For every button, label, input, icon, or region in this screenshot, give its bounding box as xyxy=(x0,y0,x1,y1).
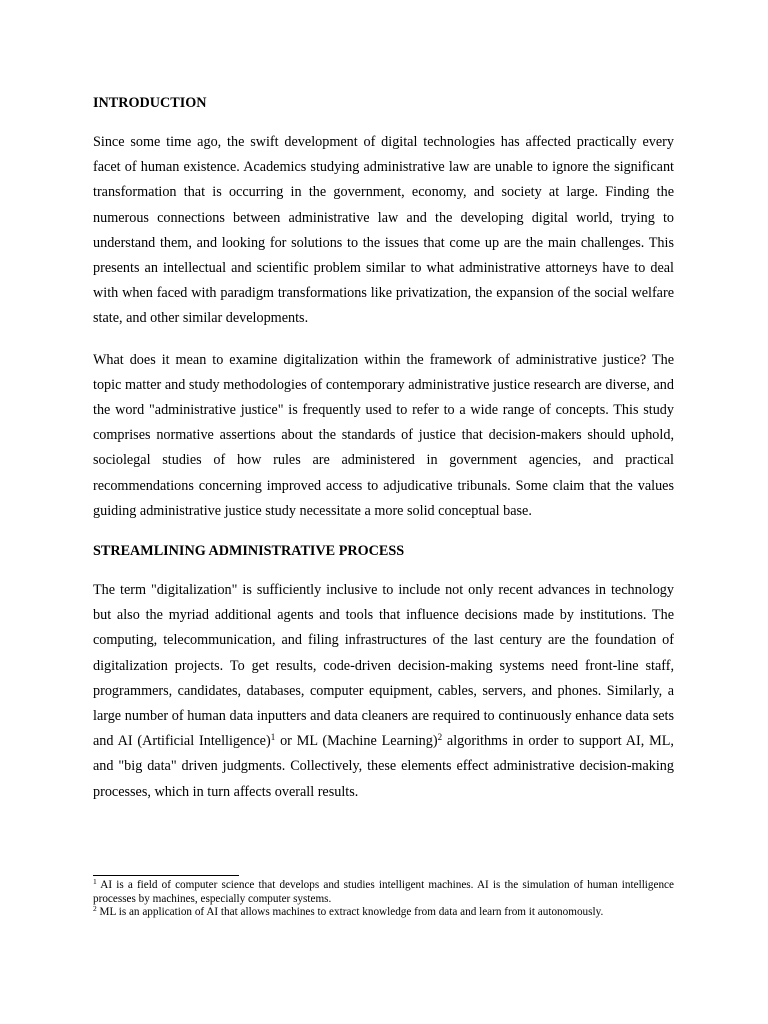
streamlining-text-part-1: The term "digitalization" is sufficiently inclusive to include not only recent advances in technology but also the myriad additional agents and tools that influence decisions made by institutions. The computing, telecommunication, and filing infrastructures of the last century are the foundation of digitalization projects. To get results, code-driven decision-making systems need front-line staff, programmers, candidates, databases, computer equipment, cables, servers, and phones. Similarly, a large number of human data inputters and data cleaners are required to continuously enhance data sets and AI (Artificial Intelligence) xyxy=(93,582,674,750)
footnote-2 xyxy=(93,906,674,920)
footnote-2-text: ML is an application of AI that allows machines to extract knowledge from data and learn from it autonomously. xyxy=(96,906,604,919)
document-body xyxy=(93,92,674,805)
footnote-reference-2[interactable]: 2 xyxy=(437,732,443,743)
section-heading-streamlining: STREAMLINING ADMINISTRATIVE PROCESS xyxy=(93,543,405,560)
footnote-2-number: 2 xyxy=(93,904,97,914)
introduction-paragraph-2: What does it mean to examine digitalization within the framework of administrative justice? The topic matter and study methodologies of contemporary administrative justice research are diverse, and the word "administrative justice" is frequently used to refer to a wide range of concepts. This study comprises normative assertions about the standards of justice that decision-makers should uphold, sociolegal studies of how rules are administered in government agencies, and practical recommendations concerning improved access to adjudicative tribunals. Some claim that the values guiding administrative justice study necessitate a more solid conceptual base. xyxy=(93,351,674,519)
streamlining-text-part-2: or ML (Machine Learning) xyxy=(275,733,438,750)
footnotes xyxy=(93,879,674,920)
footnote-1-text: AI is a field of computer science that develops and studies intelligent machines. AI is the simulation of human intelligence processes by machines, especially computer systems. xyxy=(93,879,674,905)
footnote-reference-1[interactable]: 1 xyxy=(270,732,276,743)
streamlining-text-part-3: algorithms in order to support AI, ML, and "big data" driven judgments. Collectively, these elements effect administrative decision-making processes, which in turn affects overall results. xyxy=(93,733,674,800)
footnote-1 xyxy=(93,879,674,906)
introduction-paragraph-1: Since some time ago, the swift development of digital technologies has affected practically every facet of human existence. Academics studying administrative law are unable to ignore the significant transformation that is occurring in the government, economy, and society at large. Finding the numerous connections between administrative law and the developing digital world, trying to understand them, and looking for solutions to the issues that come up are the main challenges. This presents an intellectual and scientific problem similar to what administrative attorneys have to deal with when faced with paradigm transformations like privatization, the expansion of the social welfare state, and other similar developments. xyxy=(93,134,674,327)
streamlining-paragraph xyxy=(93,578,674,805)
footnote-separator xyxy=(93,875,239,876)
section-heading-introduction: INTRODUCTION xyxy=(93,95,207,111)
footnote-1-number: 1 xyxy=(93,877,97,886)
